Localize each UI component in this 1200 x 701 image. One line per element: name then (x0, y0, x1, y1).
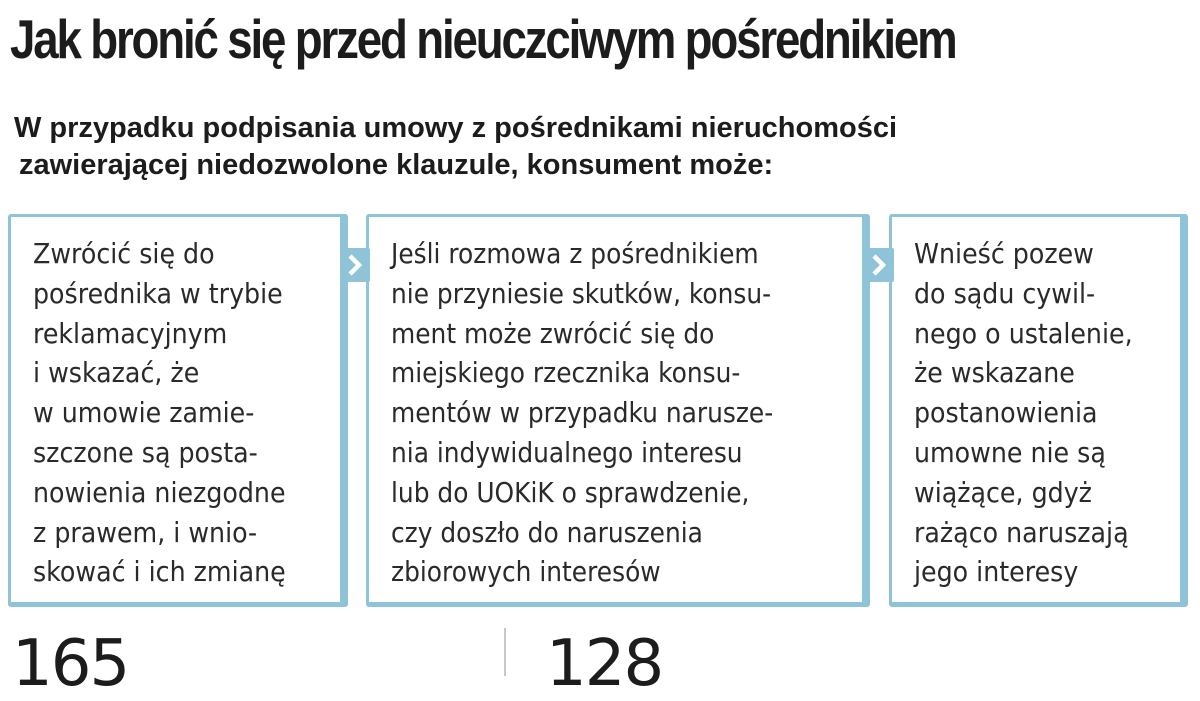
card-line: rażąco naruszają (914, 516, 1129, 549)
card-line: mentów w przypadku narusze- (391, 397, 774, 430)
page-title: Jak bronić się przed nieuczciwym pośrednikiem (10, 8, 956, 70)
card-line: i wskazać, że (33, 357, 200, 390)
step-card-1 (8, 214, 348, 607)
card-line: skować i ich zmianę (33, 556, 286, 589)
card-line: jego interesy (914, 556, 1079, 589)
card-line: czy doszło do naruszenia (391, 516, 703, 549)
lead-line: W przypadku podpisania umowy z pośrednikami nieruchomości (14, 112, 898, 144)
lead-line: zawierającej niedozwolone klauzule, konsument może: (19, 149, 774, 181)
card-line: miejskiego rzecznika konsu- (391, 357, 741, 390)
step-card-text (33, 235, 310, 593)
card-line: zbiorowych interesów (391, 556, 661, 589)
step-card-3 (889, 214, 1188, 607)
card-line: że wskazane (914, 357, 1075, 390)
stat-divider (504, 628, 506, 676)
card-line: postanowienia (914, 397, 1098, 430)
lead-paragraph (14, 110, 1114, 184)
card-line: umowne nie są (914, 436, 1106, 469)
card-line: reklamacyjnym (33, 317, 228, 350)
card-line: pośrednika w trybie (33, 277, 283, 310)
card-line: nowienia niezgodne (33, 476, 286, 509)
step-card-text (391, 235, 812, 593)
card-line: nie przyniesie skutków, konsu- (391, 277, 772, 310)
step-card-text (914, 235, 1153, 593)
step-card-2 (366, 214, 870, 607)
chevron-right-icon (340, 248, 370, 282)
card-line: z prawem, i wnio- (33, 516, 258, 549)
card-line: Wnieść pozew (914, 238, 1094, 270)
card-line: szczone są posta- (33, 436, 258, 469)
stat-number: 128 (546, 627, 663, 701)
card-line: do sądu cywil- (914, 277, 1096, 310)
card-line: Zwrócić się do (33, 238, 215, 270)
stat-number: 165 (12, 627, 129, 701)
card-line: nia indywidualnego interesu (391, 436, 743, 469)
card-line: ment może zwrócić się do (391, 317, 715, 350)
chevron-right-icon-glyph (345, 253, 365, 277)
card-line: Jeśli rozmowa z pośrednikiem (391, 238, 759, 270)
chevron-right-icon-glyph (869, 253, 889, 277)
card-line: wiążące, gdyż (914, 476, 1092, 509)
card-line: w umowie zamie- (33, 397, 255, 430)
card-line: lub do UOKiK o sprawdzenie, (391, 476, 750, 509)
card-line: nego o ustalenie, (914, 317, 1133, 350)
chevron-right-icon (864, 248, 894, 282)
